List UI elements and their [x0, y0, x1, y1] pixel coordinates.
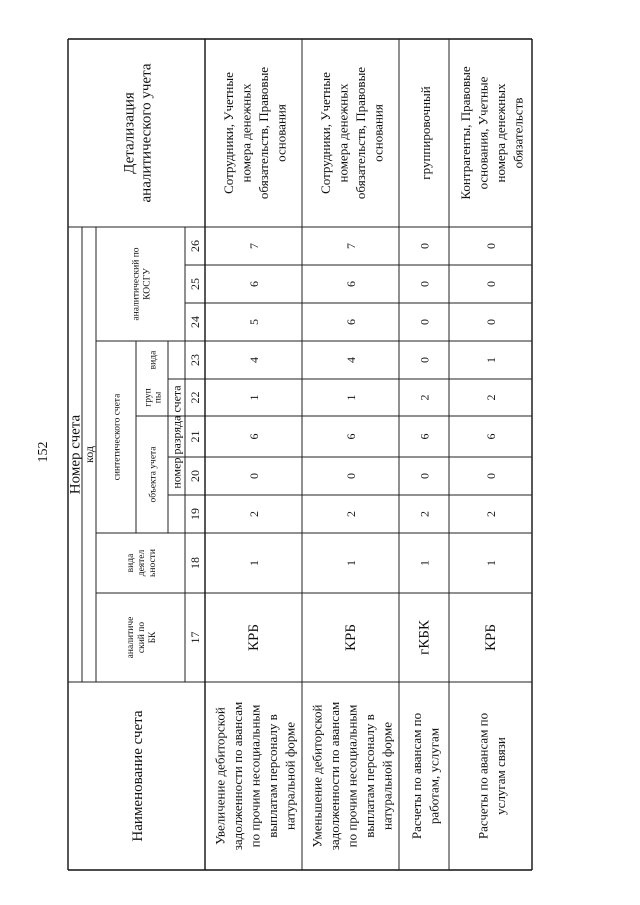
- row-account-name: Увеличение дебиторской: [212, 707, 228, 845]
- row-analytic-detail: основания, Учетные: [475, 76, 491, 190]
- row-digit-value: 0: [417, 319, 432, 325]
- row-analytic-detail: Сотрудники, Учетные: [221, 72, 237, 194]
- row-digit-value: 1: [484, 560, 499, 566]
- row-digit-value: 6: [344, 433, 359, 440]
- header-kosgu: аналитический по: [131, 247, 142, 321]
- header-analytic-bk: ский по: [137, 621, 148, 654]
- header-detail: аналитического учета: [138, 63, 155, 203]
- row-account-name: задолженности по авансам: [326, 701, 342, 851]
- header-kind: вида: [148, 350, 159, 370]
- row-digit-value: 4: [344, 357, 359, 363]
- row-analytic-detail: номера денежных: [493, 83, 509, 183]
- row-digit-value: 0: [417, 281, 432, 287]
- row-analytic-bk-value: КРБ: [343, 624, 360, 651]
- row-digit-value: 0: [344, 473, 359, 479]
- header-code: код: [81, 446, 96, 463]
- row-account-name: Расчеты по авансам по: [409, 712, 425, 840]
- row-digit-value: 4: [247, 357, 262, 363]
- row-digit-value: 0: [484, 281, 499, 287]
- row-digit-value: 0: [247, 473, 262, 479]
- digit-column-number: 24: [187, 316, 202, 328]
- digit-column-number: 23: [187, 354, 202, 366]
- header-account-name: Наименование счета: [129, 710, 146, 842]
- digit-column-number: 22: [187, 391, 202, 404]
- row-digit-value: 6: [344, 319, 359, 325]
- row-digit-value: 1: [247, 394, 262, 401]
- row-digit-value: 6: [247, 433, 262, 440]
- row-digit-value: 1: [247, 560, 262, 566]
- row-analytic-detail: основания: [370, 104, 386, 162]
- row-account-name: натуральной форме: [282, 721, 298, 831]
- row-account-name: по прочим несоциальным: [247, 704, 263, 848]
- row-account-name: задолженности по авансам: [229, 701, 245, 851]
- digit-column-number: 20: [187, 470, 202, 482]
- row-digit-value: 7: [344, 243, 359, 249]
- header-kosgu: КОСГУ: [142, 268, 153, 300]
- digit-column-number: 17: [187, 631, 202, 644]
- row-analytic-detail: номера денежных: [335, 83, 351, 183]
- row-analytic-detail: основания: [273, 104, 289, 162]
- header-activity-type: ьности: [148, 549, 159, 577]
- header-analytic-bk: БК: [148, 631, 159, 644]
- row-digit-value: 2: [247, 511, 262, 517]
- row-digit-value: 1: [344, 394, 359, 401]
- table: [68, 39, 532, 870]
- row-account-name: Уменьшение дебиторской: [309, 704, 325, 848]
- row-digit-value: 6: [484, 433, 499, 440]
- row-account-name: Расчеты по авансам по: [475, 712, 491, 840]
- header-account-number: Номер счета: [67, 414, 84, 495]
- header-group: пы: [153, 391, 164, 404]
- row-digit-value: 2: [484, 511, 499, 517]
- row-analytic-detail: обязательств: [510, 97, 526, 169]
- row-account-name: работам, услугам: [426, 727, 442, 825]
- row-digit-value: 0: [484, 243, 499, 249]
- header-activity-type: деятел: [137, 549, 148, 577]
- digit-column-number: 18: [187, 557, 202, 569]
- row-digit-value: 2: [344, 511, 359, 517]
- digit-column-number: 19: [187, 508, 202, 520]
- page-number: 152: [36, 441, 51, 463]
- header-activity-type: вида: [126, 553, 137, 573]
- row-analytic-detail: обязательств, Правовые: [353, 66, 369, 200]
- row-account-name: по прочим несоциальным: [344, 704, 360, 848]
- header-detail: Детализация: [121, 92, 138, 174]
- row-digit-value: 1: [484, 357, 499, 363]
- row-account-name: выплатам персоналу в: [264, 714, 280, 838]
- header-digit-number: номер разряда счета: [169, 385, 184, 489]
- row-analytic-detail: группировочный: [417, 86, 433, 180]
- header-group: груп: [143, 388, 154, 407]
- row-analytic-detail: Сотрудники, Учетные: [318, 72, 334, 194]
- row-digit-value: 6: [417, 433, 432, 440]
- row-account-name: выплатам персоналу в: [361, 714, 377, 838]
- digit-column-number: 25: [187, 278, 202, 290]
- row-digit-value: 0: [417, 357, 432, 363]
- row-analytic-bk-value: КРБ: [483, 624, 500, 651]
- row-digit-value: 1: [344, 560, 359, 566]
- row-analytic-detail: Контрагенты, Правовые: [458, 66, 474, 200]
- row-account-name: услугам связи: [493, 737, 509, 815]
- row-digit-value: 0: [484, 319, 499, 325]
- row-digit-value: 6: [344, 281, 359, 287]
- header-accounting-object: объекта учета: [148, 446, 159, 503]
- row-account-name: натуральной форме: [379, 721, 395, 831]
- row-digit-value: 0: [417, 473, 432, 479]
- row-digit-value: 2: [484, 394, 499, 401]
- row-digit-value: 7: [247, 243, 262, 249]
- header-analytic-bk: аналитиче: [126, 616, 137, 659]
- row-digit-value: 2: [417, 511, 432, 517]
- header-synthetic-account: синтетического счета: [112, 393, 123, 481]
- row-digit-value: 6: [247, 281, 262, 287]
- row-analytic-detail: обязательств, Правовые: [256, 66, 272, 200]
- digit-column-number: 26: [187, 240, 202, 252]
- digit-column-number: 21: [187, 430, 202, 443]
- row-analytic-bk-value: КРБ: [246, 624, 263, 651]
- row-analytic-bk-value: гКБК: [416, 620, 433, 655]
- row-analytic-detail: номера денежных: [238, 83, 254, 183]
- row-digit-value: 1: [417, 560, 432, 566]
- row-digit-value: 5: [247, 319, 262, 325]
- row-digit-value: 2: [417, 394, 432, 401]
- row-digit-value: 0: [484, 473, 499, 479]
- row-digit-value: 0: [417, 243, 432, 249]
